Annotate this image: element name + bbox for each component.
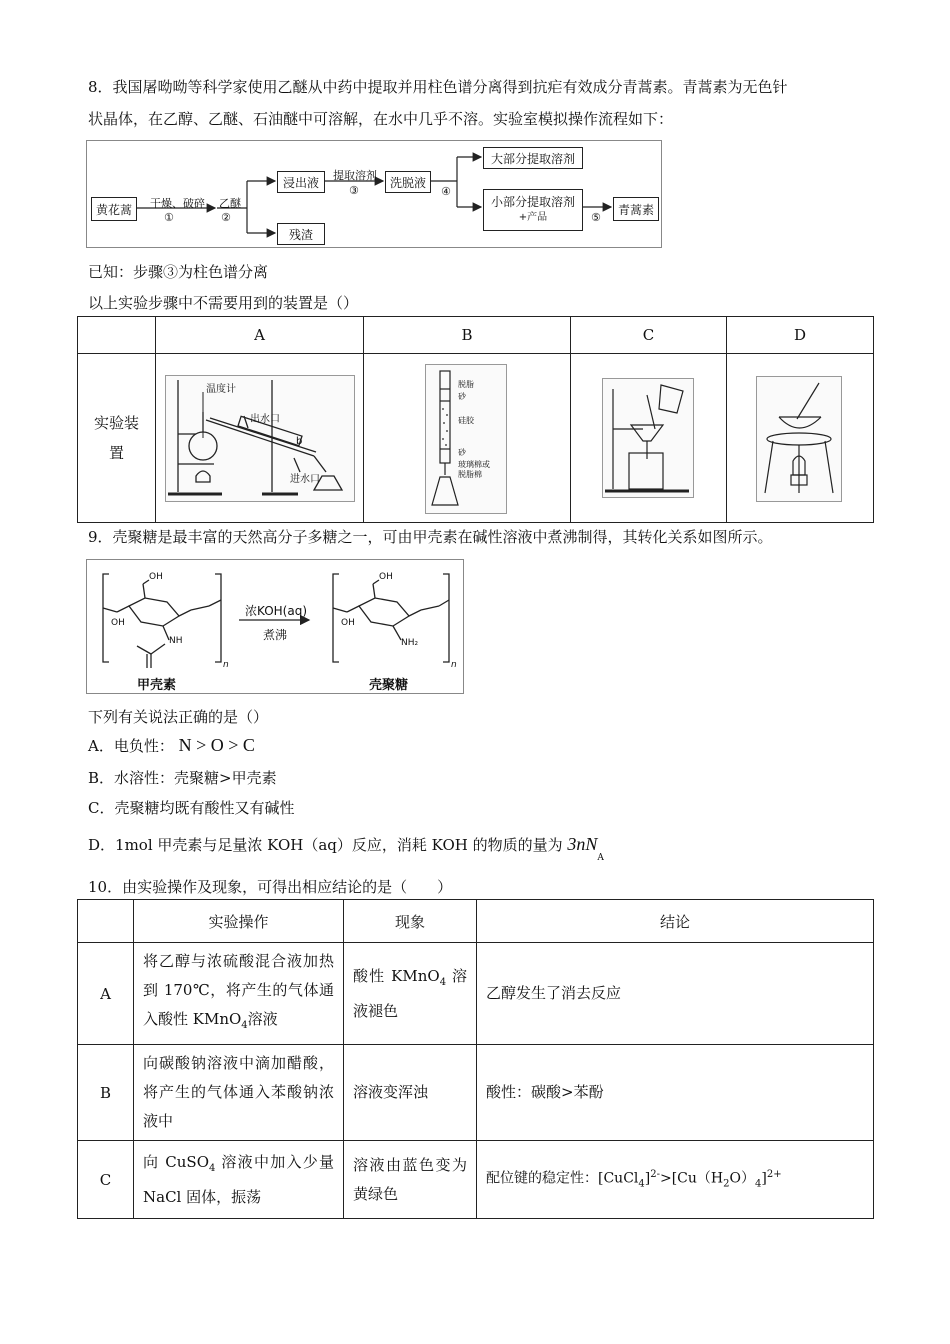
q8-known: 已知：步骤③为柱色谱分离 (88, 263, 269, 281)
flow-step2-num: ② (221, 211, 231, 224)
filtration-apparatus-image (602, 378, 694, 498)
q9-option-d (88, 834, 604, 863)
flow-step4-num: ④ (441, 185, 451, 198)
row-label (78, 354, 156, 523)
q10-corner (78, 900, 134, 943)
q10-table (77, 899, 874, 1219)
table-corner (78, 317, 156, 354)
label-water-out: 出水口 (250, 414, 280, 425)
left-name: 甲壳素 (137, 678, 177, 693)
q9-option-a-prefix: A．电负性： (88, 737, 174, 755)
flow-minor-box (483, 189, 583, 231)
flow-residue-box: 残渣 (277, 223, 325, 245)
col-label-2: 砂 (458, 392, 466, 401)
flow-step2-label: 乙醚 (219, 197, 241, 210)
header-d: D (727, 317, 874, 354)
header-b: B (364, 317, 571, 354)
flow-step3-label: 提取溶剂 (333, 169, 377, 182)
q10-row-a-operation: 将乙醇与浓硫酸混合液加热到 170℃，将产生的气体通入酸性 KMnO$_4$溶液 (134, 943, 344, 1045)
flow-leach-box: 浸出液 (277, 171, 325, 193)
q9-option-d-formula: 3nN (567, 834, 598, 854)
q9-option-c: C．壳聚糖均既有酸性又有碱性 (88, 799, 295, 817)
left-oh-side: OH (111, 618, 125, 628)
row-label-line2: 置 (108, 444, 124, 462)
q10-row-a-label: A (78, 943, 134, 1045)
q10-row-b-label: B (78, 1045, 134, 1141)
col-label-1: 脱脂 (458, 380, 474, 389)
q9-option-a (88, 735, 255, 756)
q8-question: 以上实验步骤中不需要用到的装置是（） (88, 294, 359, 312)
distillation-apparatus-image (165, 375, 355, 502)
condition-label: 煮沸 (263, 628, 288, 642)
q9-option-d-prefix: D．1mol 甲壳素与足量浓 KOH（aq）反应，消耗 KOH 的物质的量为 (88, 836, 563, 854)
q10-row-b-operation: 向碳酸钠溶液中滴加醋酸，将产生的气体通入苯酸钠浓液中 (134, 1045, 344, 1141)
q8-stem-line2: 状晶体，在乙醇、乙醚、石油醚中可溶解，在水中几乎不溶。实验室模拟操作流程如下： (88, 110, 674, 128)
flow-product-box: 青蒿素 (613, 197, 659, 221)
q10-row-c-label: C (78, 1141, 134, 1219)
flow-minor-line1: 小部分提取溶剂 (490, 195, 575, 209)
q10-question: 10．由实验操作及现象，可得出相应结论的是（ ） (88, 878, 453, 896)
left-n: n (223, 660, 229, 670)
row-label-line1: 实验装 (93, 414, 139, 432)
right-name: 壳聚糖 (369, 678, 409, 693)
q10-row-b-conclusion: 酸性：碳酸>苯酚 (477, 1045, 874, 1141)
label-water-in: 进水口 (290, 474, 320, 485)
col-label-5: 玻璃棉或 (458, 460, 490, 469)
q10-row-a-phenomenon: 酸性 KMnO$_4$ 溶液褪色 (344, 943, 477, 1045)
q10-row-c-phenomenon: 溶液由蓝色变为黄绿色 (344, 1141, 477, 1219)
q9-option-a-formula: N > O > C (178, 735, 255, 755)
q10-row-c-operation: 向 CuSO$_4$ 溶液中加入少量 NaCl 固体，振荡 (134, 1141, 344, 1219)
left-nh: NH (169, 636, 183, 646)
flow-eluate-box: 洗脱液 (385, 171, 431, 193)
q10-header-phenomenon: 现象 (344, 900, 477, 943)
left-oh-top: OH (149, 572, 163, 582)
right-oh-top: OH (379, 572, 393, 582)
q10-row-a-conclusion: 乙醇发生了消去反应 (477, 943, 874, 1045)
right-oh-side: OH (341, 618, 355, 628)
col-label-6: 脱脂棉 (458, 470, 482, 479)
q8-stem-line1: 8．我国屠呦呦等科学家使用乙醚从中药中提取并用柱色谱分离得到抗疟有效成分青蒿素。青蒿素为无色针 (88, 78, 788, 96)
flow-step1-label: 干燥、破碎 (150, 197, 205, 210)
label-b: b (296, 436, 303, 447)
flow-major-box: 大部分提取溶剂 (483, 147, 583, 169)
flow-step1-num: ① (164, 211, 174, 224)
flow-minor-line2: +产品 (518, 212, 548, 223)
q8-flowchart (86, 140, 662, 248)
filtration-drawing (603, 379, 693, 497)
evaporation-apparatus-image (756, 376, 842, 502)
flow-step5-num: ⑤ (591, 211, 601, 224)
right-n: n (451, 660, 457, 670)
header-a: A (156, 317, 364, 354)
q10-header-conclusion: 结论 (477, 900, 874, 943)
distillation-drawing (166, 376, 354, 501)
q9-option-b: B．水溶性：壳聚糖>甲壳素 (88, 769, 277, 787)
label-thermometer: 温度计 (206, 384, 236, 395)
q9-option-d-sub: A (597, 853, 604, 863)
flow-step3-num: ③ (349, 184, 359, 197)
q10-row-c-conclusion: 配位键的稳定性：$[CuCl_4]^{2-}>[Cu(H_2O)_4]^{2+}$ (477, 1141, 874, 1219)
chromatography-column-image (425, 364, 507, 514)
reagent-label: 浓KOH(aq) (245, 604, 308, 618)
col-label-3: 硅胶 (458, 416, 474, 425)
q9-reaction-scheme (86, 559, 464, 694)
header-c: C (571, 317, 727, 354)
evaporation-drawing (757, 377, 841, 501)
col-label-4: 砂 (458, 448, 466, 457)
q10-row-b-phenomenon: 溶液变浑浊 (344, 1045, 477, 1141)
flow-start-box: 黄花蒿 (91, 197, 137, 221)
q9-stem: 9．壳聚糖是最丰富的天然高分子多糖之一，可由甲壳素在碱性溶液中煮沸制得，其转化关系如图所示。 (88, 528, 773, 546)
q9-question: 下列有关说法正确的是（） (88, 708, 269, 726)
q10-header-operation: 实验操作 (134, 900, 344, 943)
right-nh2: NH₂ (401, 638, 419, 648)
